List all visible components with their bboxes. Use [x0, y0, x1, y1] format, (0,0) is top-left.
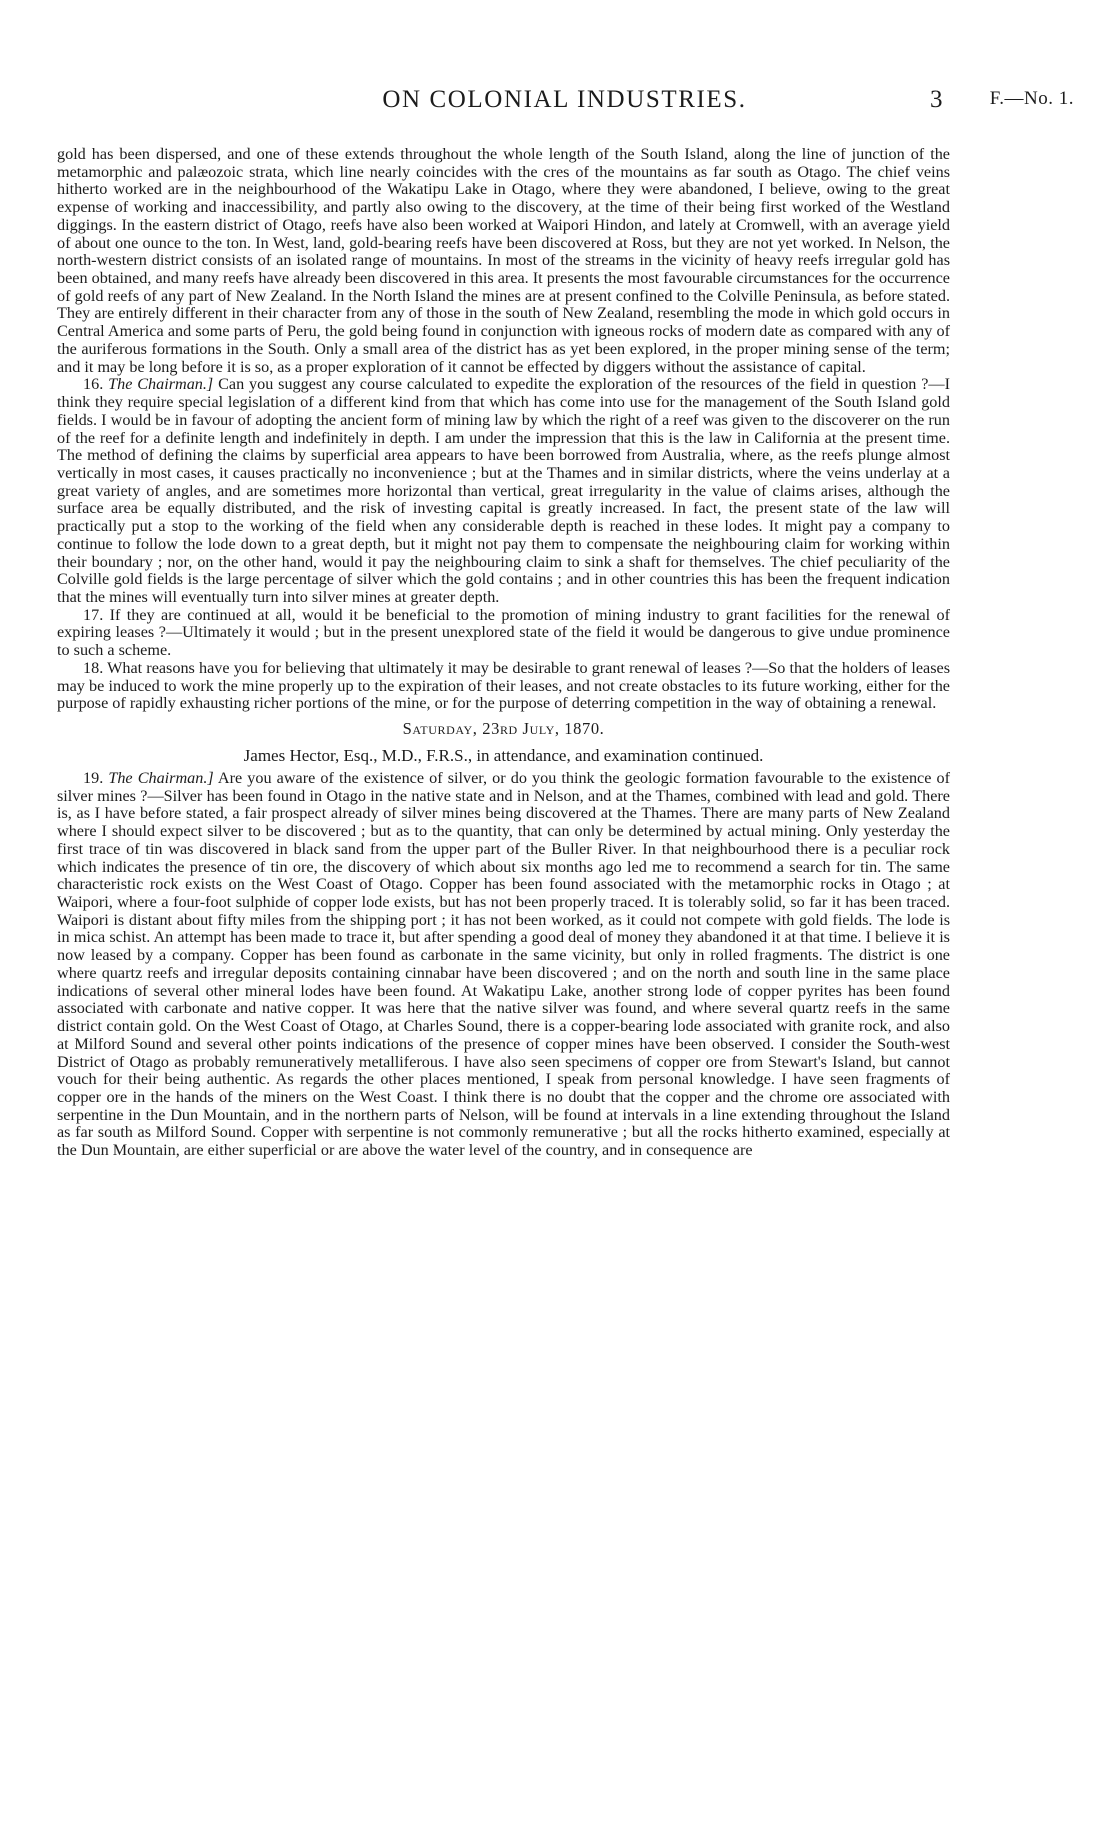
- question-16: [57, 376, 950, 606]
- body-text: [57, 146, 950, 1160]
- question-19: [57, 770, 950, 1160]
- page-header: [55, 86, 1074, 120]
- question-18: 18. What reasons have you for believing that ultimately it may be desirable to grant renewal of leases ?—So that the holders of leases may be induced to work the mine properly up to the expiration of their leases, and not create obstacles to its future working, either for the purpose of rapidly exhausting richer portions of the mine, or for the purpose of deterring competition in the way of obtaining a renewal.: [57, 658, 950, 713]
- paper-reference: F.—No. 1.: [989, 88, 1074, 109]
- question-text: Are you aware of the existence of silver, or do you think the geologic formation favourable to the existence of silver mines ?—Silver has been found in Otago in the native state and in Nelson, and at the Thames, combined with lead and gold. There is, as I have before stated, a fair prospect already of silver mines being discovered at the Thames. There are many parts of New Zealand where I should expect silver to be discovered ; but as to the quantity, that can only be determined by actual mining. Only yesterday the first trace of tin was discovered in black sand from the upper part of the Buller River. In that neighbourhood there is a peculiar rock which indicates the presence of tin ore, the discovery of which about six months ago led me to recommend a search for tin. The same characteristic rock exists on the West Coast of Otago. Copper has been found associated with the metamorphic rocks in Otago ; at Waipori, where a four-foot sulphide of copper lode exists, but has not been properly traced. It is tolerably solid, so far it has been traced. Waipori is distant about fifty miles from the shipping port ; it has not been worked, as it could not compete with gold fields. The lode is in mica schist. An attempt has been made to trace it, but after spending a good deal of money they abandoned it at that time. I believe it is now leased by a company. Copper has been found as carbonate in the same vicinity, but only in rolled fragments. The district is one where quartz reefs and irregular deposits containing cinnabar have been discovered ; and on the north and south line in the same place indications of several other mineral lodes have been found. At Wakatipu Lake, another strong lode of copper pyrites has been found associated with carbonate and native copper. It was here that the native silver was found, and where several quartz reefs in the same district contain gold. On the West Coast of Otago, at Charles Sound, there is a copper-bearing lode associated with granite rock, and also at Milford Sound and several other points indications of the presence of copper mines have been observed. I consider the South-west District of Otago as probably remuneratively metalliferous. I have also seen specimens of copper ore from Stewart's Island, but cannot vouch for their being authentic. As regards the other places mentioned, I speak from personal knowledge. I have seen fragments of copper ore in the hands of the miners on the West Coast. I think there is no doubt that the copper and the chrome ore associated with serpentine in the Dun Mountain, and in the northern parts of Nelson, will be found at intervals in a line extending throughout the Island as far south as Milford Sound. Copper with serpentine is not commonly remunerative ; but all the rocks hitherto examined, especially at the Dun Mountain, are either superficial or are above the water level of the country, and in consequence are: [57, 769, 951, 1160]
- attendance-note: James Hector, Esq., M.D., F.R.S., in attendance, and examination continued.: [243, 746, 764, 765]
- speaker-label: The Chairman.]: [108, 769, 214, 787]
- question-number: 16.: [83, 375, 104, 394]
- speaker-label: The Chairman.]: [108, 375, 214, 394]
- running-title: ON COLONIAL INDUSTRIES.: [382, 86, 747, 113]
- question-text: Can you suggest any course calculated to expedite the exploration of the resources of the field in question ?—I think they require special legislation of a different kind from that which has come into use for the management of the South Island gold fields. I would be in favour of adopting the ancient form of mining law by which the right of a reef was given to the discoverer on the run of the reef for a definite length and indefinitely in depth. I am under the impression that this is the law in California at the present time. The method of defining the claims by superficial area appears to have been borrowed from Australia, where, as the reefs plunge almost vertically in most cases, it causes practically no inconvenience ; but at the Thames and in similar districts, where the veins underlay at a great variety of angles, and are sometimes more horizontal than vertical, great irregularity in the value of claims arises, although the surface area be equally distributed, and the risk of investing capital is greatly increased. In fact, the present state of the law will practically put a stop to the working of the field when any considerable depth is reached in these lodes. It might pay a company to continue to follow the lode down to a great depth, but it might not pay them to compensate the neighbouring claim for working within their boundary ; nor, on the other hand, would it pay the neighbouring claim to sink a shaft for themselves. The chief peculiarity of the Colville gold fields is the large percentage of silver which the gold contains ; and in other countries this has been the frequent indication that the mines will eventually turn into silver mines at greater depth.: [57, 375, 951, 606]
- question-17: 17. If they are continued at all, would it be beneficial to the promotion of mining industry to grant facilities for the renewal of expiring leases ?—Ultimately it would ; but in the present unexplored state of the field it would be dangerous to give undue prominence to such a scheme.: [57, 605, 950, 660]
- date-heading: Saturday, 23rd July, 1870.: [402, 719, 605, 738]
- page-number: 3: [930, 86, 943, 113]
- question-number: 19.: [83, 769, 104, 787]
- continued-paragraph: gold has been dispersed, and one of these extends throughout the whole length of the South Island, along the line of junction of the metamorphic and palæozoic strata, which line nearly coincides with the cres of the mountains as far south as Otago. The chief veins hitherto worked are in the neighbourhood of the Wakatipu Lake in Otago, where they were abandoned, I believe, owing to the great expense of working and inaccessibility, and partly also owing to the discovery, at the time of their being first worked of the Westland diggings. In the eastern district of Otago, reefs have also been worked at Waipori Hindon, and lately at Cromwell, with an average yield of about one ounce to the ton. In West, land, gold-bearing reefs have been discovered at Ross, but they are not yet worked. In Nelson, the north-western district consists of an isolated range of mountains. In most of the streams in the vicinity of heavy reefs irregular gold has been obtained, and many reefs have already been discovered in this area. It presents the most favourable circumstances for the occurrence of gold reefs of any part of New Zealand. In the North Island the mines are at present confined to the Colville Peninsula, as before stated. They are entirely different in their character from any of those in the south of New Zealand, resembling the mode in which gold occurs in Central America and some parts of Peru, the gold being found in conjunction with igneous rocks of modern date as compared with any of the auriferous formations in the South. Only a small area of the district has as yet been explored, in the proper mining sense of the term; and it may be long before it is so, as a proper exploration of it cannot be effected by diggers without the assistance of capital.: [57, 145, 950, 376]
